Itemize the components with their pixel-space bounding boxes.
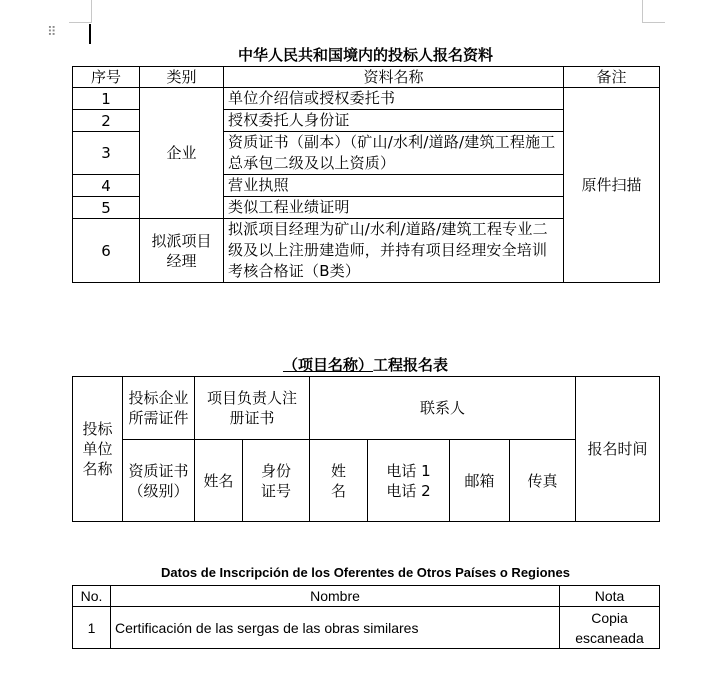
header-note: Nota	[560, 586, 660, 607]
foreign-bidder-title: Datos de Inscripción de los Oferentes de Otros Países o Regiones	[161, 565, 570, 580]
row-no: 6	[73, 219, 140, 283]
category-company-cell: 企业	[140, 88, 224, 219]
row-no: 3	[73, 132, 140, 175]
row-no: 2	[73, 110, 140, 132]
phone-header: 电话 1 电话 2	[368, 440, 450, 522]
contact-header: 联系人	[310, 377, 576, 440]
row-no: 5	[73, 197, 140, 219]
page-corner-marker-right	[642, 0, 665, 23]
registration-form-title-suffix: 工程报名表	[373, 356, 449, 374]
row-no: 1	[73, 88, 140, 110]
header-category: 类别	[140, 67, 224, 88]
bidder-name-header: 投标单位名称	[73, 377, 123, 522]
category-manager-cell: 拟派项目经理	[140, 219, 224, 283]
domestic-bidder-table	[72, 66, 660, 283]
document-name-cell: 营业执照	[224, 175, 564, 197]
document-name-cell: 单位介绍信或授权委托书	[224, 88, 564, 110]
contact-name-header: 姓名	[310, 440, 368, 522]
header-note: 备注	[564, 67, 660, 88]
header-document-name: 资料名称	[224, 67, 564, 88]
document-name-cell: 拟派项目经理为矿山/水利/道路/建筑工程专业二级及以上注册建造师，并持有项目经理安全培训考核合格证（B类）	[224, 219, 564, 283]
document-name-cell: 类似工程业绩证明	[224, 197, 564, 219]
registration-time-header: 报名时间	[576, 377, 660, 522]
document-name-cell: 资质证书（副本）（矿山/水利/道路/建筑工程施工总承包二级及以上资质）	[224, 132, 564, 175]
note-cell: 原件扫描	[564, 88, 660, 283]
row-no: 4	[73, 175, 140, 197]
text-cursor	[89, 24, 91, 44]
company-certs-header: 投标企业所需证件	[123, 377, 195, 440]
header-no: No.	[73, 586, 111, 607]
registration-form-title	[72, 354, 659, 375]
manager-name-header: 姓名	[195, 440, 243, 522]
table-move-handle-icon[interactable]: ⠿	[47, 25, 57, 40]
document-name-cell: 授权委托人身份证	[224, 110, 564, 132]
fax-header: 传真	[510, 440, 576, 522]
foreign-bidder-table	[72, 585, 660, 649]
domestic-bidder-title: 中华人民共和国境内的投标人报名资料	[237, 46, 493, 64]
manager-cert-header: 项目负责人注册证书	[195, 377, 310, 440]
registration-form-table	[72, 376, 660, 522]
page-corner-marker-left	[69, 0, 92, 23]
header-no: 序号	[73, 67, 140, 88]
note-cell: Copia escaneada	[560, 607, 660, 649]
header-name: Nombre	[111, 586, 560, 607]
id-number-header: 身份证号	[243, 440, 310, 522]
qualification-header: 资质证书（级别）	[123, 440, 195, 522]
project-name-placeholder: （项目名称）	[282, 356, 373, 374]
row-no: 1	[73, 607, 111, 649]
email-header: 邮箱	[450, 440, 510, 522]
document-name-cell: Certificación de las sergas de las obras similares	[111, 607, 560, 649]
